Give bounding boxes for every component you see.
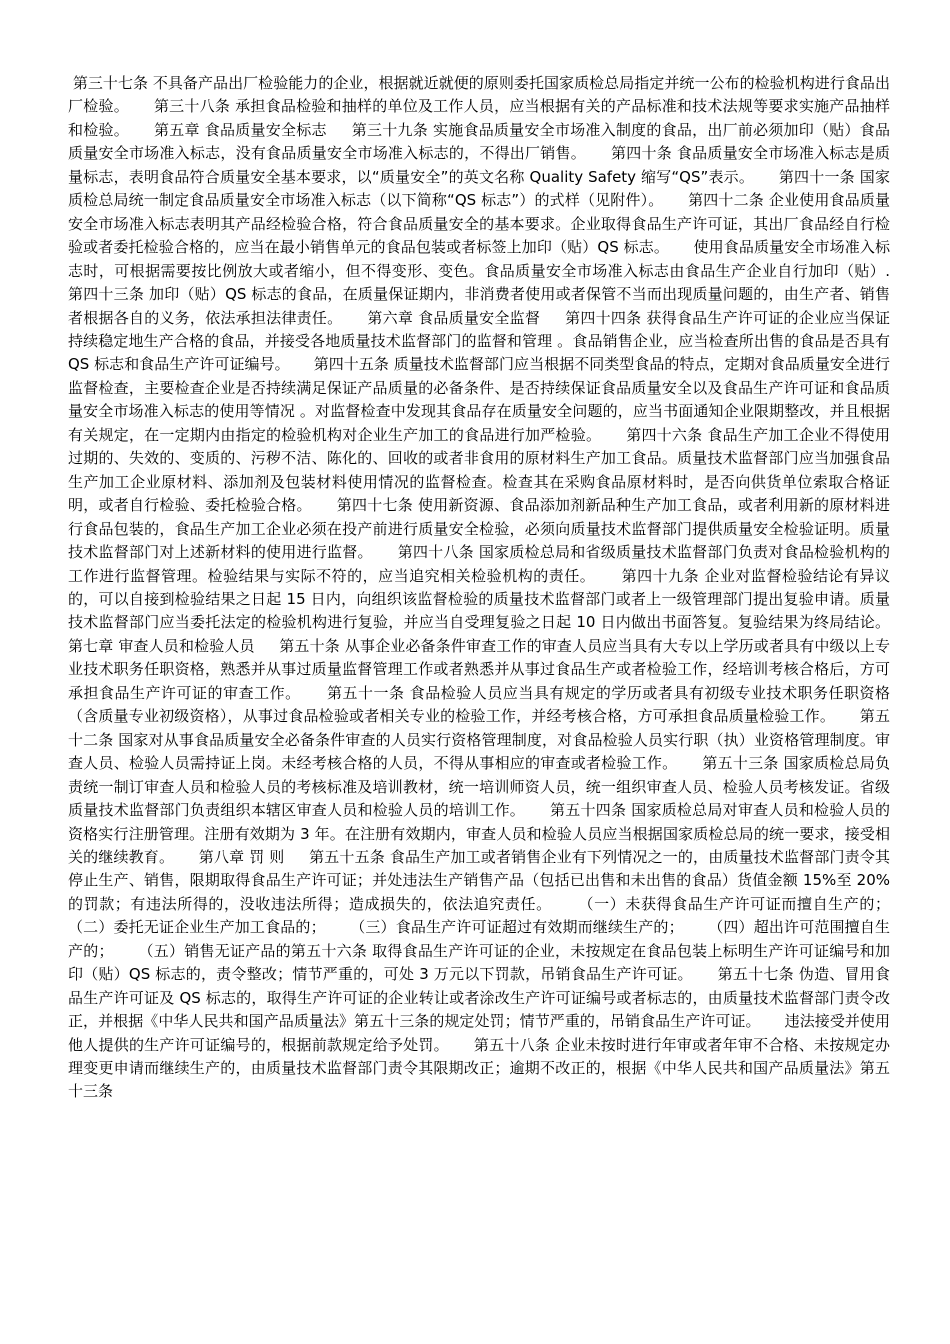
body-text: 第三十七条 不具备产品出厂检验能力的企业，根据就近就便的原则委托国家质检总局指定并统一公布的检验机构进行食品出厂检验。 第三十八条 承担食品检验和抽样的单位及工作人员，应当根据有关的产品标准和技术法规等要求实施产品抽样和检验。 第五章 食品质量安全标志 第三十九条 实施食品质量安全市场准入制度的食品，出厂前必须加印（贴）食品质量安全市场准入标志，没有食品质量安全市场准入标志的，不得出厂销售。 第四十条 食品质量安全市场准入标志是质量标志，表明食品符合质量安全基本要求，以“质量安全”的英文名称 Quality Safety 缩写“QS”表示。 第四十一条 国家质检总局统一制定食品质量安全市场准入标志（以下简称“QS 标志”）的式样（见附件）。 第四十二条 企业使用食品质量安全市场准入标志表明其产品经检验合格，符合食品质量安全的基本要求。企业取得食品生产许可证，其出厂食品经自行检验或者委托检验合格的，应当在最小销售单元的食品包装或者标签上加印（贴）QS 标志。 使用食品质量安全市场准入标志时，可根据需要按比例放大或者缩小，但不得变形、变色。食品质量安全市场准入标志由食品生产企业自行加印（贴）. 第四十三条 加印（贴）QS 标志的食品，在质量保证期内，非消费者使用或者保管不当而出现质量问题的，由生产者、销售者根据各自的义务，依法承担法律责任。 第六章 食品质量安全监督 第四十四条 获得食品生产许可证的企业应当保证持续稳定地生产合格的食品，并接受各地质量技术监督部门的监督和管理 。食品销售企业，应当检查所出售的食品是否具有 QS 标志和食品生产许可证编号。 第四十五条 质量技术监督部门应当根据不同类型食品的特点，定期对食品质量安全进行监督检查，主要检查企业是否持续满足保证产品质量的必备条件、是否持续保证食品质量安全以及食品生产许可证和食品质量安全市场准入标志的使用等情况 。对监督检查中发现其食品存在质量安全问题的，应当书面通知企业限期整改，并且根据有关规定，在一定期内由指定的检验机构对企业生产加工的食品进行加严检验。 第四十六条 食品生产加工企业不得使用过期的、失效的、变质的、污秽不洁、陈化的、回收的或者非食用的原材料生产加工食品。质量技术监督部门应当加强食品生产加工企业原材料、添加剂及包装材料使用情况的监督检查。检查其在采购食品原材料时，是否向供货单位索取合格证明，或者自行检验、委托检验合格。 第四十七条 使用新资源、食品添加剂新品种生产加工食品，或者利用新的原材料进行食品包装的，食品生产加工企业必须在投产前进行质量安全检验，必须向质量技术监督部门提供质量安全检验证明。质量技术监督部门对上述新材料的使用进行监督。 第四十八条 国家质检总局和省级质量技术监督部门负责对食品检验机构的工作进行监督管理。检验结果与实际不符的，应当追究相关检验机构的责任。 第四十九条 企业对监督检验结论有异议的，可以自接到检验结果之日起 15 日内，向组织该监督检验的质量技术监督部门或者上一级管理部门提出复验申请。质量技术监督部门应当委托法定的检验机构进行复验，并应当自受理复验之日起 10 日内做出书面答复。复验结果为终局结论。 第七章 审查人员和检验人员 第五十条 从事企业必备条件审查工作的审查人员应当具有大专以上学历或者具有中级以上专业技术职务任职资格，熟悉并从事过质量监督管理工作或者熟悉并从事过食品生产或者检验工作，经培训考核合格后，方可承担食品生产许可证的审查工作。 第五十一条 食品检验人员应当具有规定的学历或者具有初级专业技术职务任职资格（含质量专业初级资格），从事过食品检验或者相关专业的检验工作，并经考核合格，方可承担食品质量检验工作。 第五十二条 国家对从事食品质量安全必备条件审查的人员实行资格管理制度，对食品检验人员实行职（执）业资格管理制度。审查人员、检验人员需持证上岗。未经考核合格的人员，不得从事相应的审查或者检验工作。 第五十三条 国家质检总局负责统一制订审查人员和检验人员的考核标准及培训教材，统一培训师资人员，统一组织审查人员、检验人员考核发证。省级质量技术监督部门负责组织本辖区审查人员和检验人员的培训工作。 第五十四条 国家质检总局对审查人员和检验人员的资格实行注册管理。注册有效期为 3 年。在注册有效期内，审查人员和检验人员应当根据国家质检总局的统一要求，接受相关的继续教育。 第八章 罚 则 第五十五条 食品生产加工或者销售企业有下列情况之一的，由质量技术监督部门责令其停止生产、销售，限期取得食品生产许可证；并处违法生产销售产品（包括已出售和未出售的食品）货值金额 15%至 20%的罚款；有违法所得的，没收违法所得；造成损失的，依法追究责任。 （一）未获得食品生产许可证而擅自生产的； （二）委托无证企业生产加工食品的； （三）食品生产许可证超过有效期而继续生产的； （四）超出许可范围擅自生产的； （五）销售无证产品的第五十六条 取得食品生产许可证的企业，未按规定在食品包装上标明生产许可证编号和加印（贴）QS 标志的，责令整改；情节严重的，可处 3 万元以下罚款，吊销食品生产许可证。 第五十七条 伪造、冒用食品生产许可证及 QS 标志的，取得生产许可证的企业转让或者涂改生产许可证编号或者标志的，由质量技术监督部门责令改正，并根据《中华人民共和国产品质量法》第五十三条的规定处罚；情节严重的，吊销食品生产许可证。 违法接受并使用他人提供的生产许可证编号的，根据前款规定给予处罚。 第五十八条 企业未按时进行年审或者年审不合格、未按规定办理变更申请而继续生产的，由质量技术监督部门责令其限期改正；逾期不改正的，根据《中华人民共和国产品质量法》第五十三条 [68, 74, 914, 1101]
document-page [68, 72, 914, 1104]
